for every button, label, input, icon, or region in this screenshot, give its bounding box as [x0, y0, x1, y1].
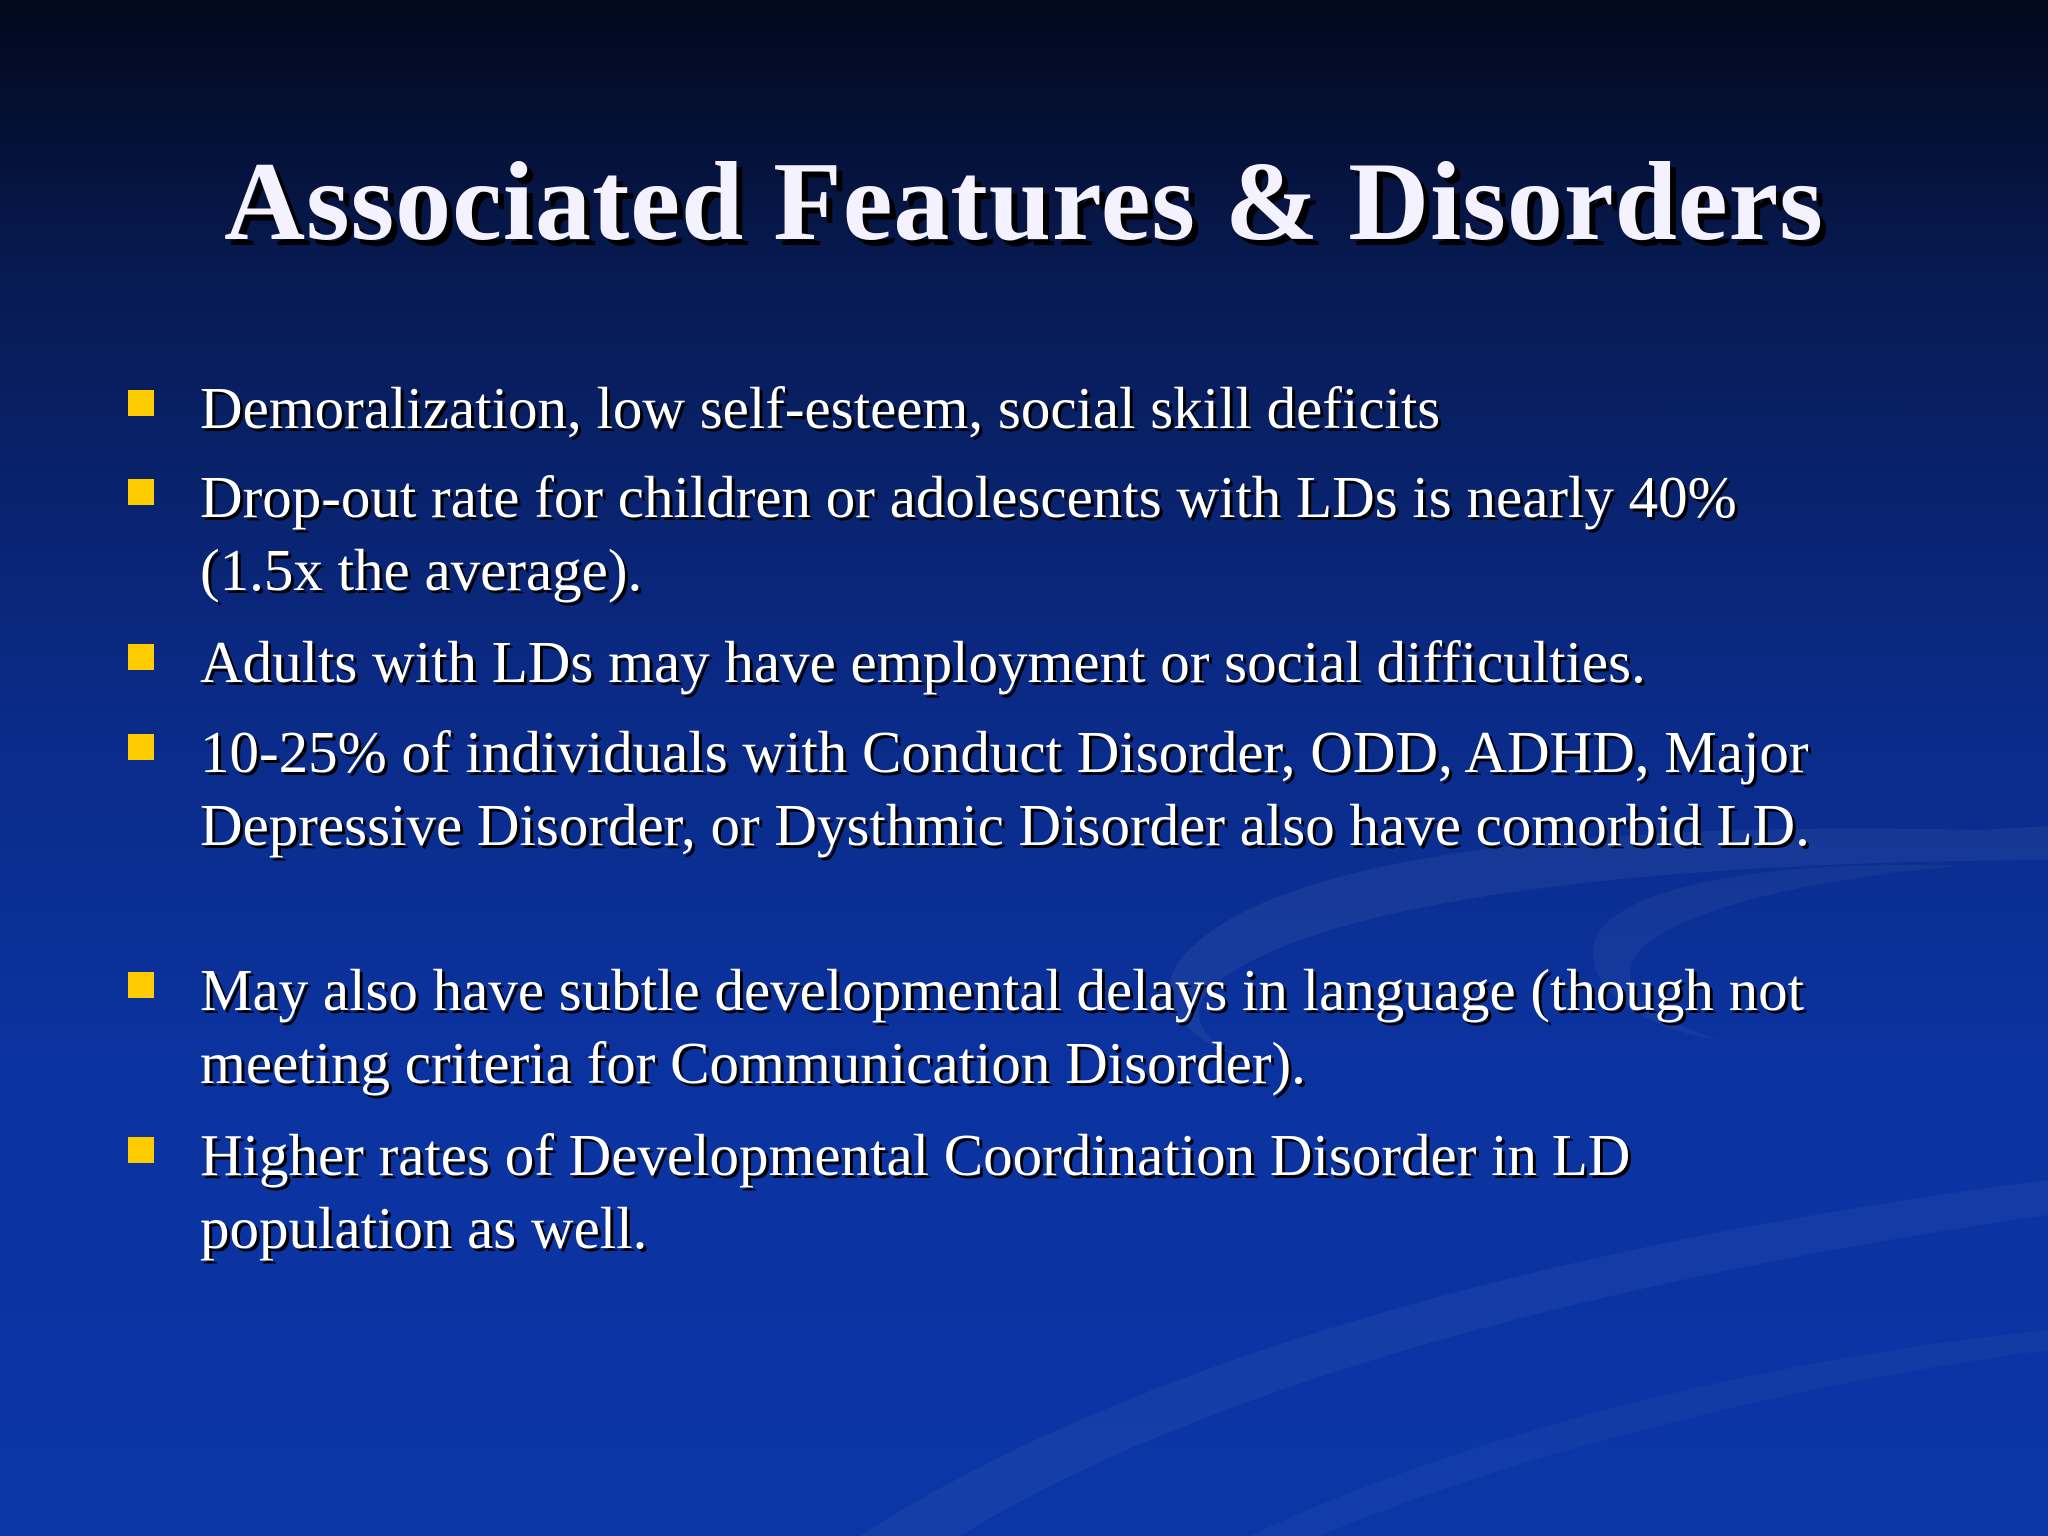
- square-bullet-icon: [128, 479, 154, 505]
- bullet-item: [200, 626, 1900, 699]
- bullet-item: [200, 716, 1860, 862]
- bullet-item: [200, 1119, 1840, 1265]
- bullet-text: Higher rates of Developmental Coordination Disorder in LD population as well.: [200, 1122, 1631, 1261]
- bullet-text: Drop-out rate for children or adolescents with LDs is nearly 40% (1.5x the average).: [200, 464, 1737, 603]
- square-bullet-icon: [128, 734, 154, 760]
- square-bullet-icon: [128, 1137, 154, 1163]
- bullet-item: [200, 461, 1840, 607]
- square-bullet-icon: [128, 972, 154, 998]
- bullet-text: Adults with LDs may have employment or social difficulties.: [200, 629, 1646, 695]
- bullet-text: Demoralization, low self-esteem, social skill deficits: [200, 375, 1441, 441]
- square-bullet-icon: [128, 644, 154, 670]
- bullet-item: [200, 372, 1900, 445]
- bullet-text: May also have subtle developmental delays in language (though not meeting criteria for Communication Disorder).: [200, 957, 1805, 1096]
- bullet-item: [200, 954, 1900, 1100]
- slide-title: Associated Features & Disorders: [224, 140, 1824, 264]
- bullet-text: 10-25% of individuals with Conduct Disorder, ODD, ADHD, Major Depressive Disorder, or Dysthmic Disorder also have comorbid LD.: [200, 719, 1810, 858]
- square-bullet-icon: [128, 390, 154, 416]
